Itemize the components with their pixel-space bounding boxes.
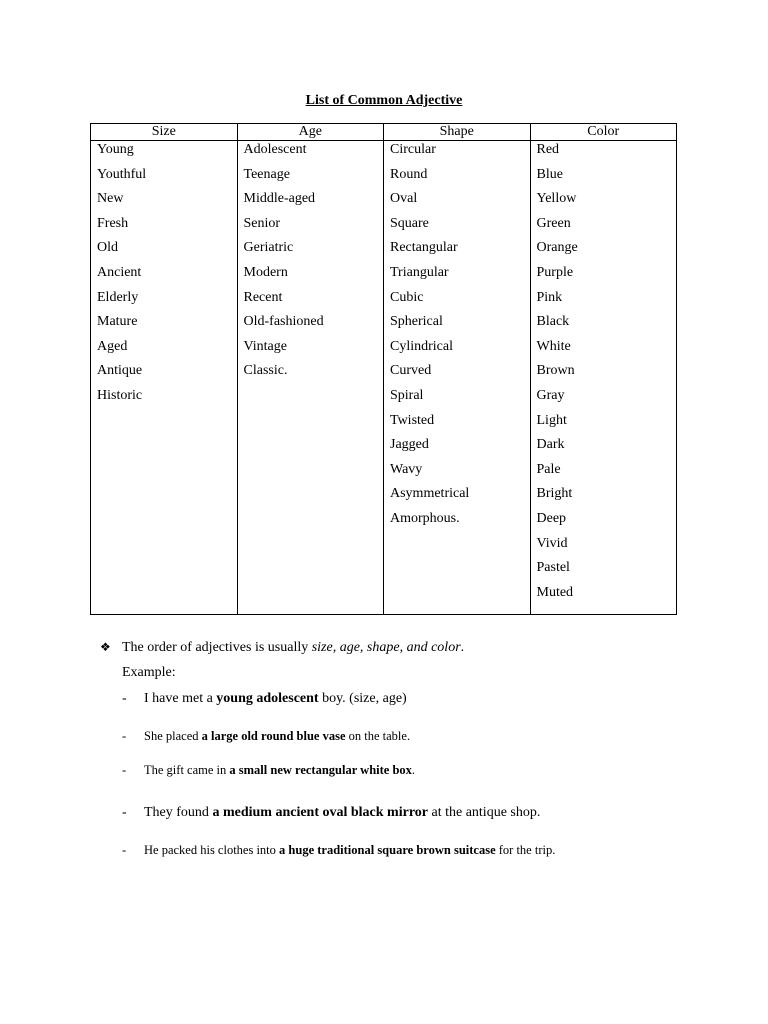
table-cell-item: Aged (97, 338, 128, 354)
table-cell-item: Young (97, 142, 134, 157)
example-item (122, 691, 407, 707)
table-cell-item: Light (536, 412, 567, 428)
note-emphasis: size, age, shape, and color (311, 640, 461, 655)
table-cell-item: Muted (536, 584, 574, 600)
table-cell-item: Cubic (390, 289, 424, 305)
table-cell-item: White (536, 338, 571, 354)
table-cell-item: Deep (536, 510, 567, 526)
table-cell-item: Square (390, 215, 429, 231)
table-header-row (91, 124, 677, 141)
table-cell-item: Curved (390, 363, 432, 379)
example-text: They found (144, 805, 213, 820)
table-cell-item: Senior (243, 215, 281, 231)
adjective-order-note (100, 638, 464, 657)
table-cell-item: Yellow (536, 191, 577, 207)
table-cell-item: Round (390, 166, 428, 182)
example-text: She placed (144, 729, 202, 743)
example-bold-phrase: a large old round blue vase (201, 729, 346, 743)
column-size (91, 141, 238, 615)
table-cell-item: Orange (536, 240, 578, 256)
table-cell-item: Old (97, 240, 118, 256)
diamond-bullet-icon: ❖ (100, 640, 111, 654)
table-cell-item: Black (536, 314, 570, 330)
table-cell-item: Asymmetrical (390, 486, 470, 502)
table-cell-item: Geriatric (243, 240, 294, 256)
table-cell-item: Fresh (97, 215, 129, 231)
table-cell-item: New (97, 191, 124, 207)
header-age: Age (237, 124, 384, 141)
header-shape: Shape (384, 124, 531, 141)
example-text: I have met a (144, 691, 217, 706)
adjective-table (90, 123, 677, 615)
dash-bullet: - (122, 763, 127, 777)
example-bold-phrase: a huge traditional square brown suitcase (279, 843, 496, 857)
table-cell-item: Triangular (390, 264, 449, 280)
table-cell-item: Gray (536, 387, 565, 403)
example-bold-phrase: a small new rectangular white box (229, 763, 412, 777)
column-shape (384, 141, 531, 615)
table-cell-item: Jagged (390, 437, 429, 453)
table-cell-item: Red (536, 142, 560, 157)
table-cell-item: Pastel (536, 560, 570, 576)
table-cell-item: Twisted (390, 412, 435, 428)
example-label: Example: (122, 665, 176, 680)
table-cell-item: Purple (536, 264, 574, 280)
table-cell-item: Pale (536, 461, 561, 477)
table-cell-item: Youthful (97, 166, 147, 182)
table-cell-item: Dark (536, 437, 565, 453)
note-suffix: . (460, 640, 465, 655)
header-color: Color (530, 124, 677, 141)
table-cell-item: Spiral (390, 387, 424, 403)
example-text: He packed his clothes into (144, 843, 280, 857)
example-bold-phrase: a medium ancient oval black mirror (212, 805, 428, 820)
example-text: at the antique shop. (428, 805, 541, 820)
table-cell-item: Antique (97, 363, 143, 379)
note-prefix: The order of adjectives is usually (122, 640, 312, 655)
example-text: on the table. (345, 729, 411, 743)
example-text: The gift came in (144, 763, 230, 777)
header-size: Size (91, 124, 238, 141)
table-cell-item: Blue (536, 166, 563, 182)
table-cell-item: Wavy (390, 461, 423, 477)
table-cell-item: Spherical (390, 314, 443, 330)
dash-bullet: - (122, 843, 127, 857)
table-cell-item: Amorphous. (390, 510, 460, 526)
table-cell-item: Elderly (97, 289, 139, 305)
table-cell-item: Green (536, 215, 571, 231)
table-cell-item: Middle-aged (243, 191, 316, 207)
page-title: List of Common Adjective (305, 93, 463, 108)
table-cell-item: Adolescent (243, 142, 307, 157)
dash-bullet: - (122, 729, 127, 743)
column-age (237, 141, 384, 615)
example-bold-phrase: young adolescent (216, 691, 319, 706)
example-text: boy. (size, age) (318, 691, 407, 706)
table-cell-item: Historic (97, 387, 143, 403)
table-cell-item: Ancient (97, 264, 142, 280)
table-cell-item: Mature (97, 314, 138, 330)
table-cell-item: Rectangular (390, 240, 458, 256)
table-cell-item: Bright (536, 486, 573, 502)
table-cell-item: Circular (390, 142, 436, 157)
dash-bullet: - (122, 691, 127, 706)
column-color (530, 141, 677, 615)
example-item (122, 763, 415, 778)
table-cell-item: Vivid (536, 535, 568, 551)
example-item (122, 729, 410, 744)
table-cell-item: Cylindrical (390, 338, 453, 354)
table-cell-item: Classic. (243, 363, 288, 379)
table-cell-item: Recent (243, 289, 283, 305)
example-text: . (411, 763, 416, 777)
example-item (122, 843, 555, 858)
example-item (122, 805, 540, 821)
table-cell-item: Pink (536, 289, 563, 305)
table-cell-item: Modern (243, 264, 288, 280)
table-cell-item: Vintage (243, 338, 287, 354)
table-body-row (91, 141, 677, 615)
table-cell-item: Old-fashioned (243, 314, 324, 330)
example-text: for the trip. (495, 843, 556, 857)
table-cell-item: Teenage (243, 166, 290, 182)
table-cell-item: Brown (536, 363, 575, 379)
table-cell-item: Oval (390, 191, 418, 207)
dash-bullet: - (122, 805, 127, 820)
